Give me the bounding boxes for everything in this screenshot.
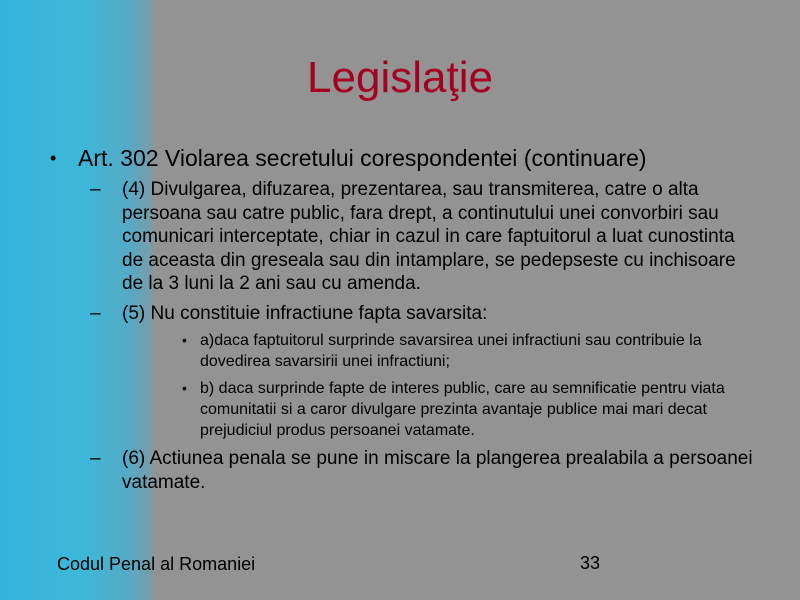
bullet-icon: •	[182, 380, 187, 396]
footer-text: Codul Penal al Romaniei	[57, 554, 256, 574]
dash-icon: –	[90, 448, 101, 469]
dash-icon: –	[90, 179, 101, 200]
list-item	[86, 178, 760, 296]
bullet-icon: •	[50, 148, 57, 168]
bullet-icon: •	[182, 332, 187, 348]
list-item-text: (4) Divulgarea, difuzarea, prezentarea, sau transmiterea, catre o alta persoana sau catre public, fara drept, a continutului unei convorbiri sau comunicari interceptate, chiar in cazul in care faptuitorul a luat cunostinta de aceasta din greseala sau din intamplare, se pedepseste cu inchisoare de la 3 luni la 2 ani sau cu amenda.	[122, 179, 736, 294]
page-number: 33	[580, 553, 601, 573]
list-item-text: (6) Actiunea penala se pune in miscare la plangerea prealabila a persoanei vatamate.	[122, 448, 753, 493]
list-item-text: (5) Nu constituie infractiune fapta savarsita:	[122, 302, 488, 324]
sub-list-item-text: a)daca faptuitorul surprinde savarsirea unei infractiuni sau contribuie la dovedirea savarsirii unei infractiuni;	[200, 332, 702, 370]
dash-icon: –	[90, 302, 101, 324]
sub-list-item	[130, 378, 760, 441]
slide-body	[50, 144, 760, 500]
slide-title: Legislaţie	[307, 53, 493, 102]
sub-list-item	[130, 330, 760, 372]
level1-text: Art. 302 Violarea secretului corespondentei (continuare)	[78, 145, 647, 171]
level2-list	[78, 178, 760, 494]
sub-list-item-text: b) daca surprinde fapte de interes public, care au semnificatie pentru viata comunitatii si a caror divulgare prezinta avantaje publice mai mari decat prejudiciul produs persoanei vatamate.	[200, 380, 725, 439]
list-item	[86, 302, 760, 442]
level1-item	[50, 144, 760, 494]
list-item	[86, 447, 760, 494]
level3-list	[122, 330, 760, 441]
